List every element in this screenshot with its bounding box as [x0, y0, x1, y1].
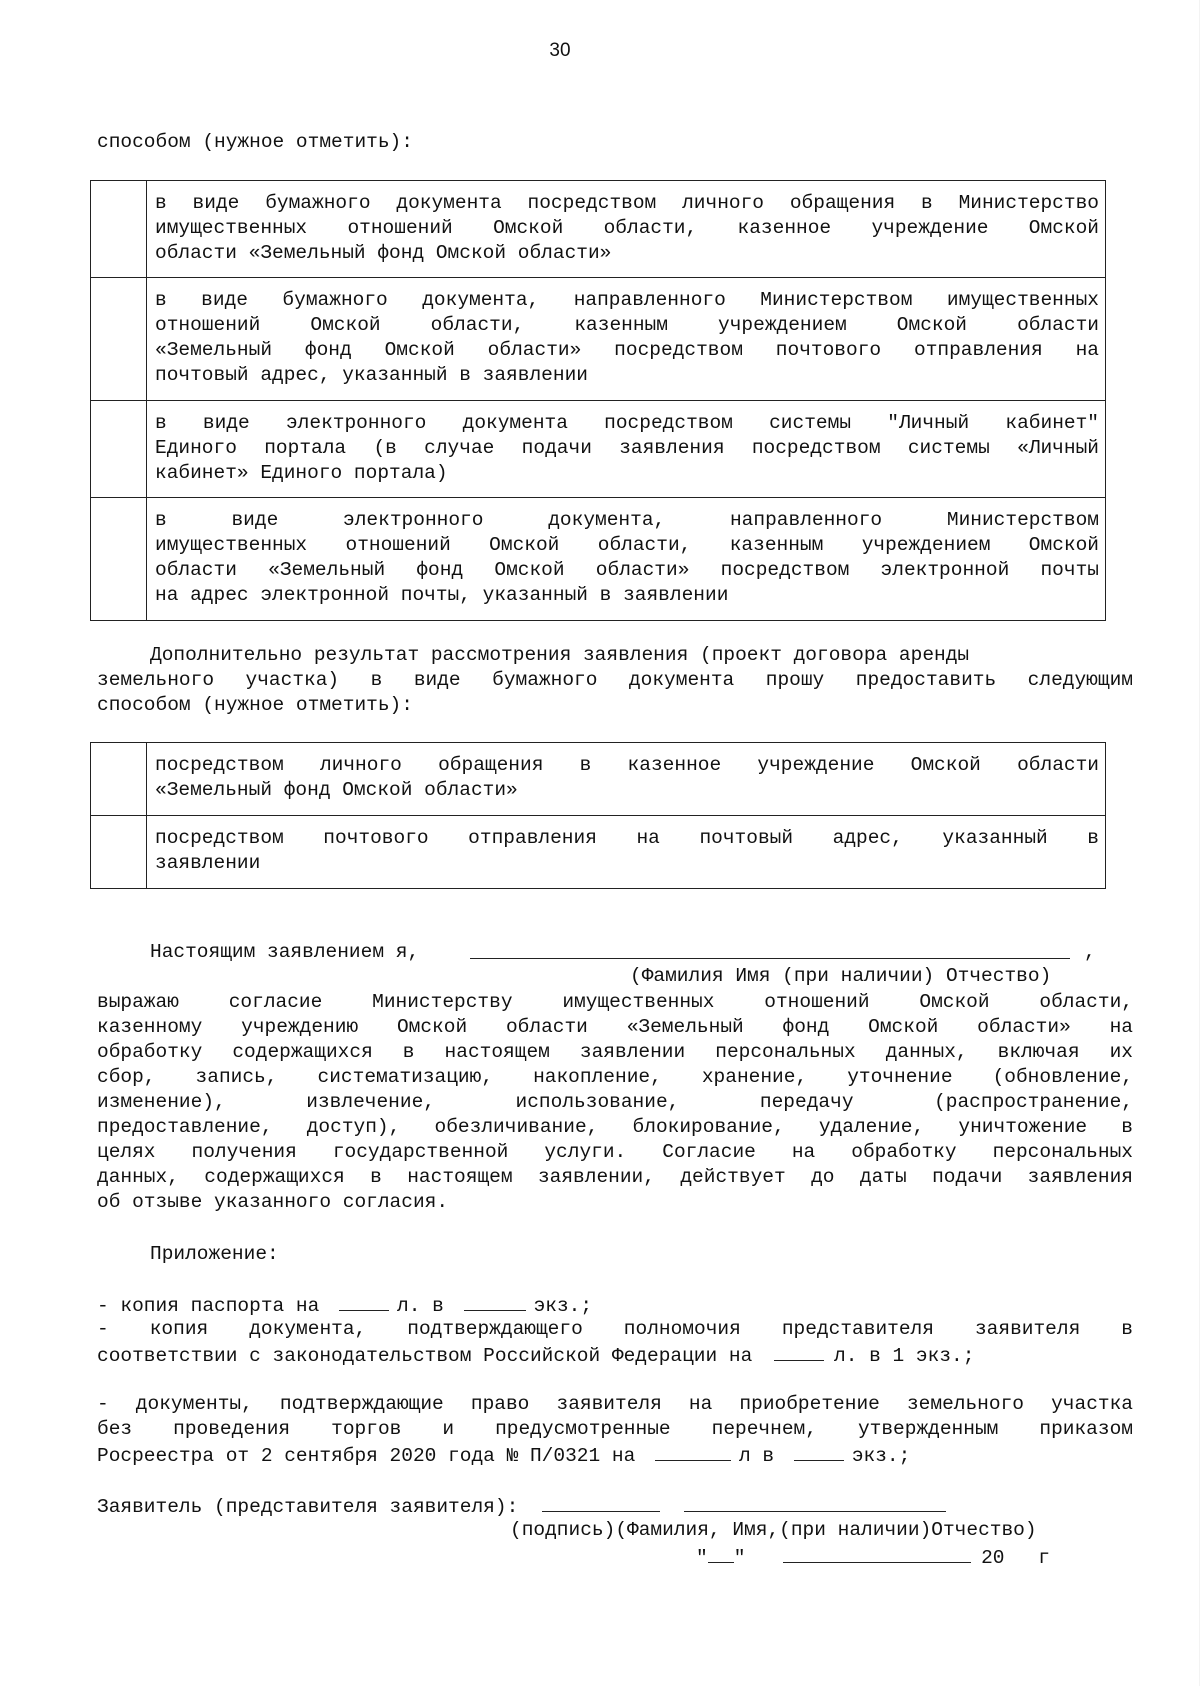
page-number: 30: [549, 40, 571, 61]
option-text: в виде бумажного документа посредством личного обращения в Министерство имущественных отношений Омской области, казенное учреждение Омской области «Земельный фонд Омской области»: [155, 192, 1099, 264]
option-text: в виде электронного документа, направленного Министерством имущественных отношений Омской области, казенным учреждением Омской области «Земельный фонд Омской области» посредством электронной почты на адрес электронной почты, указанный в заявлении: [155, 509, 1099, 606]
option-row: [91, 815, 1105, 888]
option-row: [91, 181, 1105, 277]
day-blank[interactable]: [708, 1544, 734, 1563]
delivery-options-table: [90, 180, 1106, 621]
attachments-heading: Приложение:: [150, 1243, 279, 1265]
consent-comma: ,: [1084, 941, 1096, 963]
option-row: [91, 743, 1105, 815]
rights-docs-copies-blank[interactable]: [794, 1442, 844, 1461]
intro-line: способом (нужное отметить):: [97, 131, 413, 153]
consent-lead: Настоящим заявлением я,: [150, 941, 420, 963]
option-row: [91, 277, 1105, 400]
month-blank[interactable]: [783, 1544, 971, 1563]
option-text: в виде бумажного документа, направленного Министерством имущественных отношений Омской области, казенным учреждением Омской области «Земельный фонд Омской области» посредством почтового отправления на почтовый адрес, указанный в заявлении: [155, 289, 1099, 386]
signature-caption: (подпись)(Фамилия, Имя,(при наличии)Отчество): [510, 1519, 1037, 1541]
rep-doc-item: - копия документа, подтверждающего полномочия представителя заявителя в соответствии с законодательством Российской Федерации на л. в 1 экз.;: [97, 1318, 1133, 1367]
date-line: " " 20 г: [696, 1544, 1050, 1571]
rights-docs-pages-blank[interactable]: [655, 1442, 731, 1461]
option-text: посредством почтового отправления на почтовый адрес, указанный в заявлении: [155, 827, 1099, 874]
option-row: [91, 497, 1105, 620]
option-checkbox[interactable]: [91, 181, 147, 277]
passport-pages-blank[interactable]: [339, 1292, 389, 1311]
applicant-signature-line: Заявитель (представителя заявителя):: [97, 1493, 946, 1520]
paper-delivery-options-table: [90, 742, 1106, 889]
option-text: в виде электронного документа посредством системы "Личный кабинет" Единого портала (в случае подачи заявления посредством системы «Личный кабинет» Единого портала): [155, 412, 1099, 484]
signature-blank[interactable]: [542, 1493, 660, 1512]
additional-paragraph: Дополнительно результат рассмотрения заявления (проект договора аренды земельного участка) в виде бумажного документа прошу предоставить следующим способом (нужное отметить):: [97, 644, 1133, 716]
rights-docs-item: - документы, подтверждающие право заявителя на приобретение земельного участка без проведения торгов и предусмотренные перечнем, утвержденным приказом Росреестра от 2 сентября 2020 года № П/0321 на л в экз.;: [97, 1393, 1133, 1467]
option-checkbox[interactable]: [91, 816, 147, 888]
option-checkbox[interactable]: [91, 401, 147, 497]
option-checkbox[interactable]: [91, 743, 147, 815]
option-text: посредством личного обращения в казенное учреждение Омской области «Земельный фонд Омской области»: [155, 754, 1099, 801]
passport-copy-line: - копия паспорта на л. в экз.;: [97, 1292, 592, 1319]
name-caption: (Фамилия Имя (при наличии) Отчество): [630, 965, 1052, 987]
consent-text: выражаю согласие Министерству имущественных отношений Омской области, казенному учреждению Омской области «Земельный фонд Омской области» на обработку содержащихся в настоящем заявлении персональных данных, включая их сбор, запись, систематизацию, накопление, хранение, уточнение (обновление, изменение), извлечение, использование, передачу (распространение, предоставление, доступ), обезличивание, блокирование, удаление, уничтожение в целях получения государственной услуги. Согласие на обработку персональных данных, содержащихся в настоящем заявлении, действует до даты подачи заявления об отзыве указанного согласия.: [97, 991, 1133, 1213]
rep-doc-pages-blank[interactable]: [774, 1342, 824, 1361]
full-name-blank[interactable]: [470, 940, 1070, 959]
signer-name-blank[interactable]: [684, 1493, 946, 1512]
option-checkbox[interactable]: [91, 498, 147, 620]
passport-copies-blank[interactable]: [464, 1292, 526, 1311]
option-row: [91, 400, 1105, 497]
option-checkbox[interactable]: [91, 278, 147, 400]
